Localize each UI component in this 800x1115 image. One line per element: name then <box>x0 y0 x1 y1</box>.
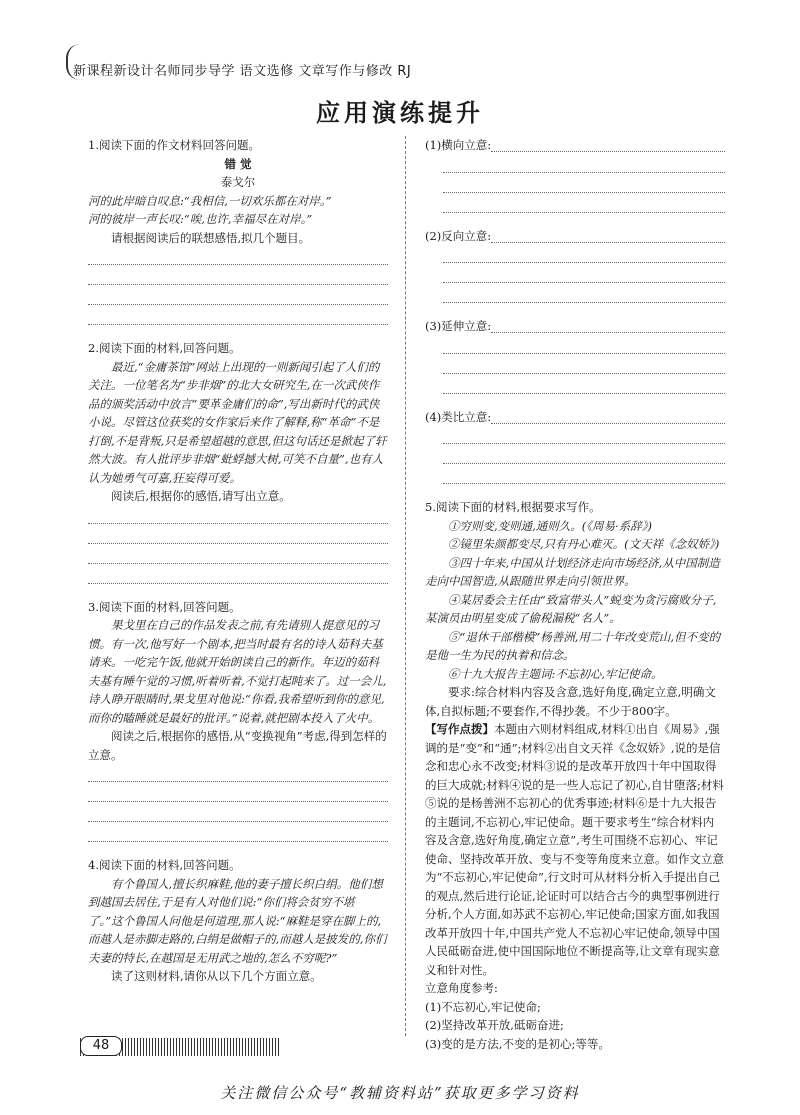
answer-label-analogy: (4)类比立意: <box>425 408 725 427</box>
page-title: 应用演练提升 <box>316 99 484 127</box>
answer-line[interactable] <box>491 227 725 243</box>
left-column <box>88 136 388 986</box>
answer-line[interactable] <box>491 408 725 424</box>
q5-title: 5.阅读下面的材料,根据要求写作。 <box>425 500 601 514</box>
answer-line[interactable] <box>443 155 725 173</box>
poem-line: 河的此岸暗自叹息:“我相信,一切欢乐都在对岸。” <box>88 193 332 208</box>
q1-prompt: 请根据阅读后的联想感悟,拟几个题目。 <box>111 230 311 245</box>
answer-line[interactable] <box>443 195 725 213</box>
answer-line[interactable] <box>88 506 388 524</box>
answer-line[interactable] <box>88 804 388 822</box>
q5-requirement: 要求:综合材料内容及含意,选好角度,确定立意,明确文体,自拟标题;不要套作,不得抄袭。不少于800字。 <box>425 685 716 718</box>
poem-title: 错 觉 <box>224 156 252 171</box>
answer-line[interactable] <box>491 136 725 152</box>
angle-item: (1)不忘初心,牢记使命; <box>425 999 541 1014</box>
q5-item: ①穷则变,变则通,通则久。(《周易·系辞》) <box>448 518 652 533</box>
answer-line[interactable] <box>88 267 388 285</box>
poem-author: 泰戈尔 <box>220 175 256 189</box>
q5-item: ②镜里朱颜都变尽,只有丹心难灭。(文天祥《念奴娇》) <box>448 537 720 551</box>
answer-line[interactable] <box>443 466 725 484</box>
q1-title: 1.阅读下面的作文材料回答问题。 <box>88 138 260 152</box>
poem-line: 河的彼岸一声长叹:“唉,也许,幸福尽在对岸。” <box>88 212 313 226</box>
answer-line[interactable] <box>443 245 725 263</box>
answer-line[interactable] <box>88 824 388 842</box>
q2-title: 2.阅读下面的材料,回答问题。 <box>88 341 241 355</box>
answer-line[interactable] <box>443 376 725 394</box>
q2-prompt: 阅读后,根据你的感悟,请写出立意。 <box>111 489 291 503</box>
answer-line[interactable] <box>88 764 388 782</box>
answer-line[interactable] <box>88 247 388 265</box>
answer-line[interactable] <box>443 426 725 444</box>
footer-note: 关注微信公众号“教辅资料站”获取更多学习资料 <box>220 1084 580 1102</box>
q3-prompt: 阅读之后,根据你的感悟,从“变换视角”考虑,得到怎样的立意。 <box>88 729 387 762</box>
q4-text: 有个鲁国人,擅长织麻鞋,他的妻子擅长织白绢。他们想到越国去居住,于是有人对他们说:“你们将会贫穷不堪了。”这个鲁国人问他是何道理,那人说:“麻鞋是穿在脚上的,而越人是赤脚走路的,白绢是做帽子的,而越人是披发的,你们夫妻的特长,在越国是无用武之地的,怎么不穷呢?” <box>88 876 387 965</box>
answer-label-reverse: (2)反向立意: <box>425 227 725 246</box>
answer-line[interactable] <box>443 175 725 193</box>
answer-line[interactable] <box>443 356 725 374</box>
q5-item: ④某居委会主任由“致富带头人”蜕变为贪污腐败分子,某演员由明星变成了偷税漏税“名人”。 <box>425 592 717 625</box>
answer-line[interactable] <box>88 546 388 564</box>
q5-item: ③四十年来,中国从计划经济走向市场经济,从中国制造走向中国智造,从跟随世界走向引领世界。 <box>425 555 720 588</box>
q2-text: 最近,“金庸茶馆”网站上出现的一则新闻引起了人们的关注。一位笔名为“步非烟”的北大女研究生,在一次武侠作品的颁奖活动中放言“要革金庸们的命”,写出新时代的武侠小说。尽管这位获奖的女作家后来作了解释,称“革命”不是打倒,不是背叛,只是希望超越的意思,但这句话还是掀起了轩然大波。有人批评步非烟“蚍蜉撼大树,可笑不自量”,也有人认为她勇气可嘉,狂妄得可爱。 <box>88 359 387 485</box>
answer-line[interactable] <box>443 336 725 354</box>
answer-line[interactable] <box>491 317 725 333</box>
answer-line[interactable] <box>88 307 388 325</box>
angle-item: (2)坚持改革开放,砥砺奋进; <box>425 1018 564 1032</box>
answer-line[interactable] <box>443 446 725 464</box>
answer-line[interactable] <box>88 287 388 305</box>
answer-line[interactable] <box>443 265 725 283</box>
q4-title: 4.阅读下面的材料,回答问题。 <box>88 858 241 872</box>
q3-text: 果戈里在自己的作品发表之前,有先请别人提意见的习惯。有一次,他写好一个剧本,把当时最有名的诗人茹科夫基请来。一吃完午饭,他就开始朗读自己的新作。年迈的茹科夫基有睡午觉的习惯,听着听着,不觉打起盹来了。过一会儿,诗人睁开眼睛时,果戈里对他说:“你看,我希望听到你的意见,而你的瞌睡就是最好的批评。”说着,就把剧本投入了火中。 <box>88 618 387 725</box>
angle-item: (3)变的是方法,不变的是初心;等等。 <box>425 1036 610 1051</box>
q4-prompt: 读了这则材料,请你从以下几个方面立意。 <box>111 969 322 983</box>
writing-tip <box>425 720 725 979</box>
tip-tag: 【写作点拨】 <box>425 722 494 736</box>
angles-title: 立意角度参考: <box>425 981 498 995</box>
tip-text: 本题由六则材料组成,材料①出自《周易》,强调的是“变”和“通”;材料②出自文天祥《念奴娇》,说的是信念和忠心永不改变;材料③说的是改革开放四十年中国取得的巨大成就;材料④说的是一些人忘记了初心,自甘堕落;材料⑤说的是杨善洲不忘初心的优秀事迹;材料⑥是十九大报告的主题词,不忘初心,牢记使命。题干要求考生“综合材料内容及含意,选好角度,确定立意”,考生可围绕不忘初心、牢记使命、坚持改革开放、变与不变等角度来立意。如作文立意为“不忘初心,牢记使命”,行文时可从材料分析入手提出自己的观点,然后进行论证,论证时可以结合古今的典型事例进行分析,个人方面,如苏武不忘初心,牢记使命;国家方面,如我国改革开放四十年,中国共产党人不忘初心牢记使命,领导中国人民砥砺奋进,使中国国际地位不断提高等,让文章有现实意义和针对性。 <box>425 722 724 977</box>
page-number: 48 <box>80 1036 122 1056</box>
answer-line[interactable] <box>443 285 725 303</box>
answer-label-horizontal: (1)横向立意: <box>425 136 725 155</box>
answer-line[interactable] <box>88 526 388 544</box>
answer-line[interactable] <box>88 566 388 584</box>
answer-line[interactable] <box>88 784 388 802</box>
answer-label-extension: (3)延伸立意: <box>425 317 725 336</box>
q5-item: ⑤“退休干部楷模”杨善洲,用二十年改变荒山,但不变的是他一生为民的执着和信念。 <box>425 629 721 662</box>
running-header: 新课程新设计名师同步导学 语文选修 文章写作与修改 RJ <box>73 64 412 79</box>
q3-title: 3.阅读下面的材料,回答问题。 <box>88 599 241 614</box>
column-divider <box>405 136 406 1036</box>
right-column <box>425 136 725 1053</box>
q5-item: ⑥十九大报告主题词:不忘初心,牢记使命。 <box>448 666 663 681</box>
